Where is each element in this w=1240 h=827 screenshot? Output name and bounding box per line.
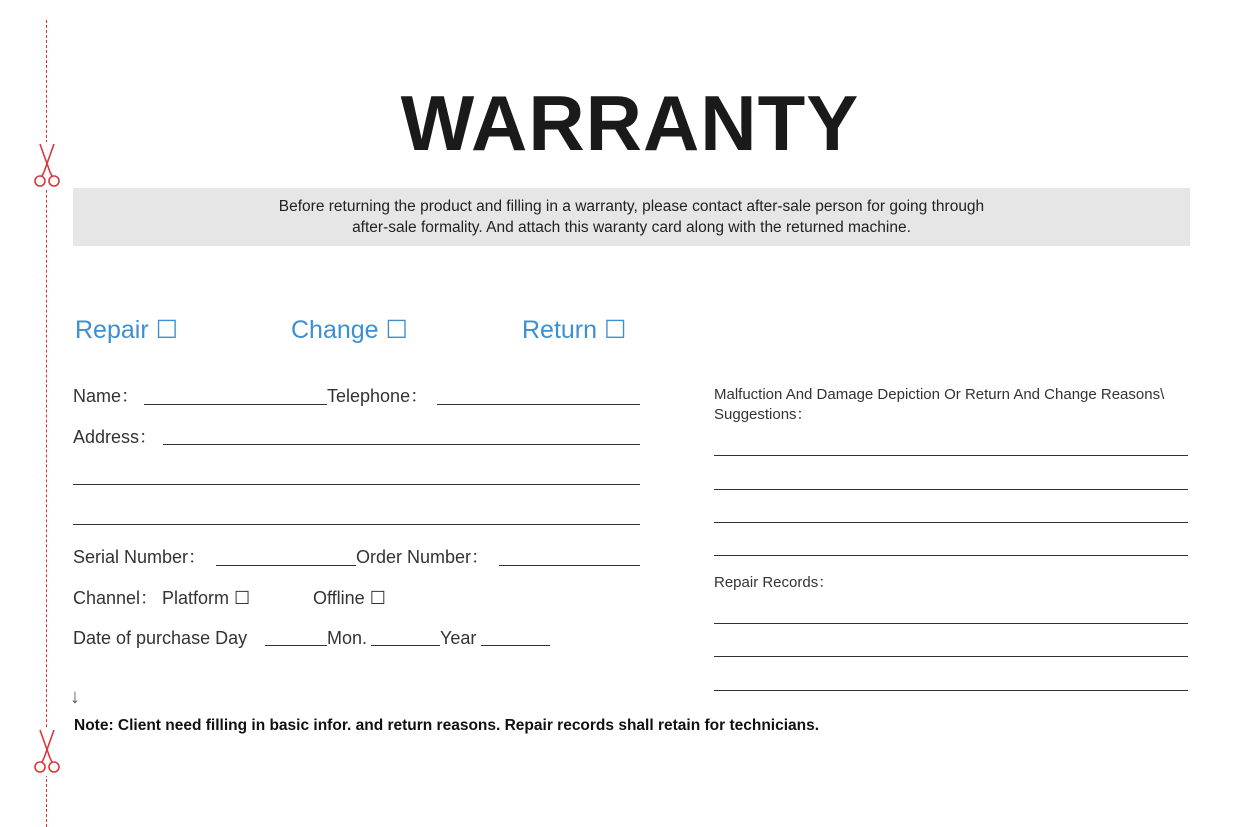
year-label: Year [440,628,477,648]
arrow-down-icon: ↓ [70,686,80,708]
telephone-field[interactable] [437,404,640,405]
reasons-field-line-1[interactable] [714,455,1188,456]
reasons-label-line-2: Suggestions： [714,406,812,423]
order-number-label: Order Number： [356,547,490,567]
repair-records-line-1[interactable] [714,623,1188,624]
notice-text [73,196,1190,238]
change-label: Change [291,316,379,344]
reasons-field-line-4[interactable] [714,555,1188,556]
scissors-icon [30,728,64,776]
page-title: WARRANTY [400,79,860,167]
serial-number-label: Serial Number： [73,547,207,567]
reasons-field-line-3[interactable] [714,522,1188,523]
return-option[interactable] [522,314,626,346]
address-field-line-3[interactable] [73,524,640,525]
telephone-label: Telephone： [327,386,429,406]
change-checkbox[interactable]: ☐ [385,316,408,344]
name-field[interactable] [144,404,327,405]
address-field[interactable] [163,444,640,445]
channel-label: Channel： [73,588,159,608]
order-number-field[interactable] [499,565,640,566]
reasons-label [714,385,1164,425]
repair-records-line-3[interactable] [714,690,1188,691]
repair-checkbox[interactable]: ☐ [155,316,179,344]
return-label: Return [522,316,598,344]
platform-checkbox[interactable]: Platform ☐ [162,588,251,608]
date-of-purchase-label: Date of purchase Day [73,628,248,648]
reasons-label-line-1: Malfuction And Damage Depiction Or Return And Change Reasons\ [714,386,1165,403]
month-field[interactable] [371,645,440,646]
serial-number-field[interactable] [216,565,356,566]
repair-label: Repair [75,316,149,344]
day-field[interactable] [265,645,327,646]
offline-checkbox[interactable]: Offline ☐ [313,588,386,608]
reasons-field-line-2[interactable] [714,489,1188,490]
mon-label: Mon. [327,628,368,648]
repair-option[interactable] [75,314,178,346]
address-field-line-2[interactable] [73,484,640,485]
year-field[interactable] [481,645,550,646]
notice-line-1: Before returning the product and filling in a warranty, please contact after-sale person for going through [278,198,985,215]
name-label: Name： [73,386,140,406]
notice-line-2: after-sale formality. And attach this waranty card along with the returned machine. [352,219,911,236]
repair-records-label: Repair Records： [714,574,834,591]
footer-note: Note: Client need filling in basic infor. and return reasons. Repair records shall retain for technicians. [74,717,820,734]
change-option[interactable] [291,314,408,346]
address-label: Address： [73,427,158,447]
return-checkbox[interactable]: ☐ [604,316,627,344]
repair-records-line-2[interactable] [714,656,1188,657]
